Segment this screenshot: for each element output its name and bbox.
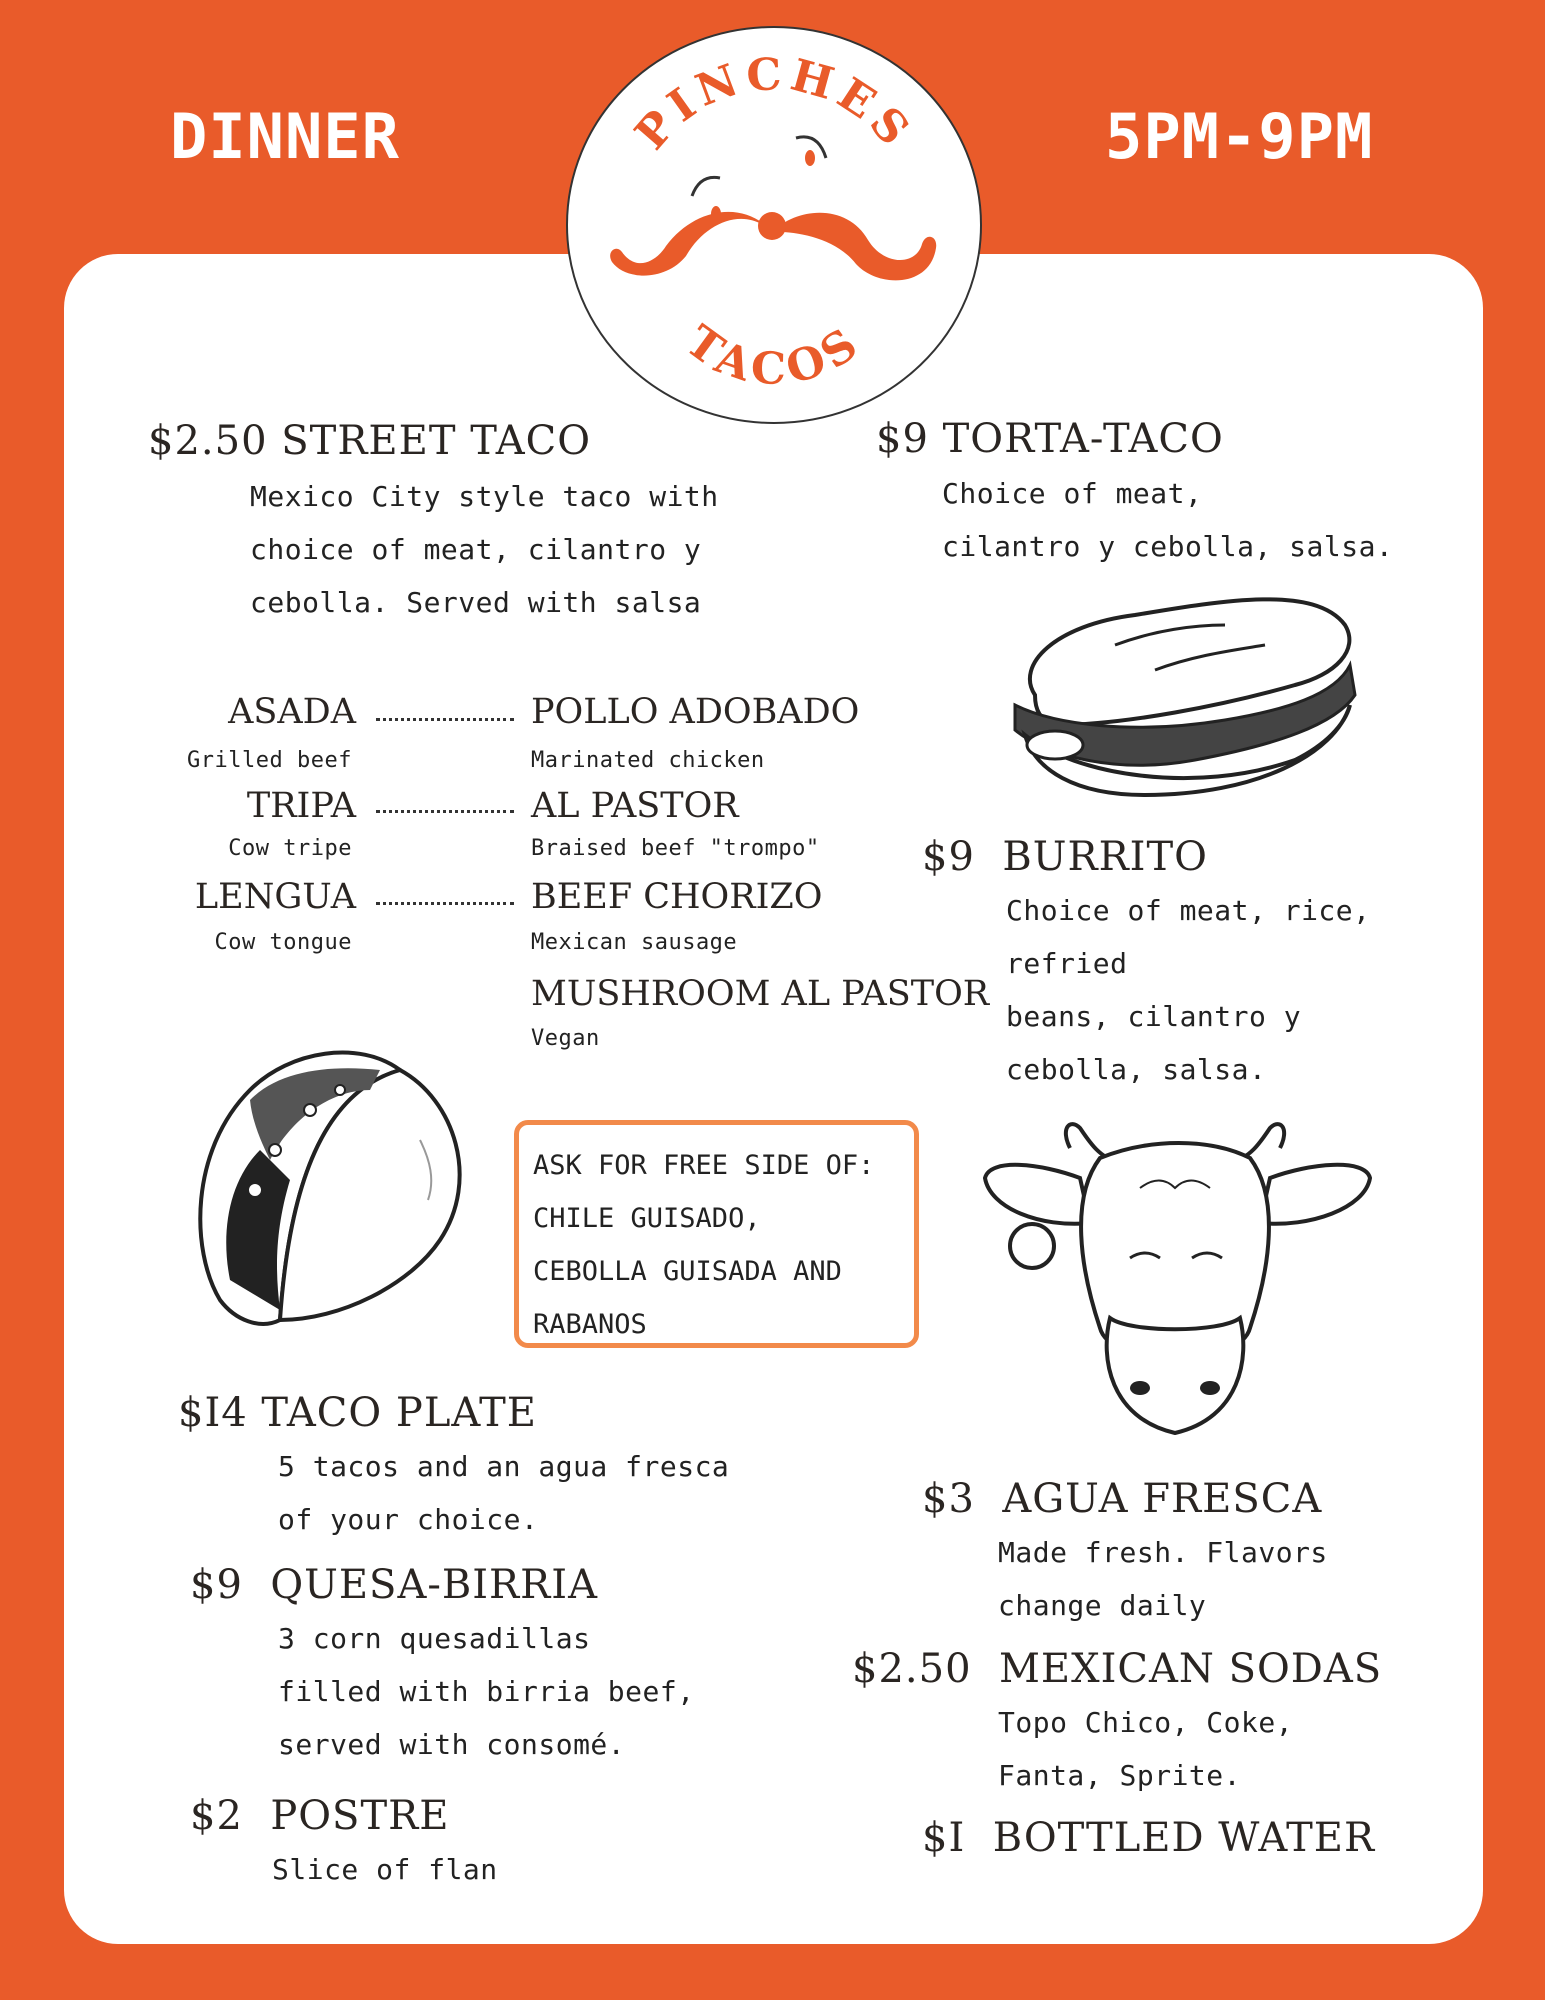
price: $9: [922, 834, 975, 880]
price: $2.50: [852, 1646, 972, 1692]
menu-title: DINNER: [170, 100, 400, 173]
meat-chorizo-sub: Mexican sausage: [531, 930, 738, 955]
desc-line: filled with birria beef,: [278, 1675, 695, 1708]
dotted-leader: [376, 902, 514, 905]
cow-illustration: [980, 1118, 1375, 1440]
meat-al-pastor: AL PASTOR: [531, 786, 739, 826]
price: $9: [876, 416, 929, 462]
meat-chorizo: BEEF CHORIZO: [531, 877, 823, 917]
item-name: BURRITO: [1002, 834, 1208, 880]
meat-mushroom: MUSHROOM AL PASTOR: [531, 974, 990, 1014]
meat-tripa-sub: Cow tripe: [228, 836, 352, 861]
torta-taco-title: [876, 416, 1224, 462]
quesa-birria-desc: [278, 1612, 695, 1771]
taco-illustration: [180, 1030, 480, 1330]
item-name: MEXICAN SODAS: [998, 1646, 1383, 1692]
ask-line: CHILE GUISADO,: [533, 1203, 761, 1234]
desc-line: Slice of flan: [272, 1853, 498, 1886]
desc-line: Topo Chico, Coke,: [998, 1706, 1294, 1739]
postre-title: [190, 1793, 449, 1839]
sodas-title: [852, 1646, 1382, 1692]
meat-pollo-sub: Marinated chicken: [531, 748, 765, 773]
price: $3: [922, 1476, 975, 1522]
logo-bottom-text: TACOS: [676, 315, 872, 396]
desc-line: change daily: [998, 1589, 1207, 1622]
logo-top-text: PINCHES: [625, 48, 923, 160]
burrito-title: [922, 834, 1208, 880]
desc-line: cebolla. Served with salsa: [250, 586, 702, 619]
postre-desc: [272, 1843, 498, 1896]
item-name: QUESA-BIRRIA: [270, 1562, 598, 1608]
price: $I4: [178, 1390, 248, 1436]
meat-tripa: TRIPA: [246, 786, 356, 826]
dotted-leader: [376, 810, 514, 813]
ask-line: RABANOS: [533, 1309, 647, 1340]
taco-plate-title: [178, 1390, 537, 1436]
torta-illustration: [995, 585, 1365, 805]
hours: 5PM-9PM: [1105, 100, 1374, 173]
agua-fresca-title: [922, 1476, 1322, 1522]
item-name: TORTA-TACO: [942, 416, 1224, 462]
burrito-desc: [1006, 884, 1371, 1096]
meat-mushroom-sub: Vegan: [531, 1026, 600, 1051]
price: $2: [190, 1793, 243, 1839]
desc-line: served with consomé.: [278, 1728, 626, 1761]
dotted-leader: [376, 718, 514, 721]
torta-taco-desc: [942, 467, 1393, 573]
desc-line: Made fresh. Flavors: [998, 1536, 1328, 1569]
item-name: POSTRE: [270, 1793, 450, 1839]
item-name: BOTTLED WATER: [992, 1815, 1376, 1861]
street-taco-desc: [250, 470, 719, 629]
desc-line: cebolla, salsa.: [1006, 1053, 1267, 1086]
price: $9: [190, 1562, 243, 1608]
desc-line: Choice of meat, rice,: [1006, 894, 1371, 927]
desc-line: 5 tacos and an agua fresca: [278, 1450, 730, 1483]
desc-line: Fanta, Sprite.: [998, 1759, 1242, 1792]
desc-line: of your choice.: [278, 1503, 539, 1536]
desc-line: refried: [1006, 947, 1128, 980]
ask-line: CEBOLLA GUISADA AND: [533, 1256, 842, 1287]
water-title: [922, 1815, 1375, 1861]
item-name: STREET TACO: [281, 418, 592, 464]
meat-pollo: POLLO ADOBADO: [531, 692, 860, 732]
free-side-text: [533, 1139, 874, 1351]
meat-al-pastor-sub: Braised beef "trompo": [531, 836, 820, 861]
item-name: TACO PLATE: [261, 1390, 537, 1436]
logo: [566, 26, 982, 424]
agua-fresca-desc: [998, 1526, 1328, 1632]
price: $I: [922, 1815, 966, 1861]
desc-line: beans, cilantro y: [1006, 1000, 1302, 1033]
sodas-desc: [998, 1696, 1293, 1802]
taco-plate-desc: [278, 1440, 729, 1546]
quesa-birria-title: [190, 1562, 598, 1608]
price: $2.50: [148, 418, 268, 464]
desc-line: choice of meat, cilantro y: [250, 533, 702, 566]
desc-line: Mexico City style taco with: [250, 480, 719, 513]
meat-lengua: LENGUA: [194, 877, 356, 917]
meat-lengua-sub: Cow tongue: [214, 930, 352, 955]
desc-line: cilantro y cebolla, salsa.: [942, 530, 1394, 563]
item-name: AGUA FRESCA: [1002, 1476, 1323, 1522]
desc-line: 3 corn quesadillas: [278, 1622, 591, 1655]
ask-line: ASK FOR FREE SIDE OF:: [533, 1150, 875, 1181]
desc-line: Choice of meat,: [942, 477, 1203, 510]
meat-asada-sub: Grilled beef: [187, 748, 352, 773]
street-taco-title: [148, 418, 591, 464]
meat-asada: ASADA: [228, 692, 356, 732]
